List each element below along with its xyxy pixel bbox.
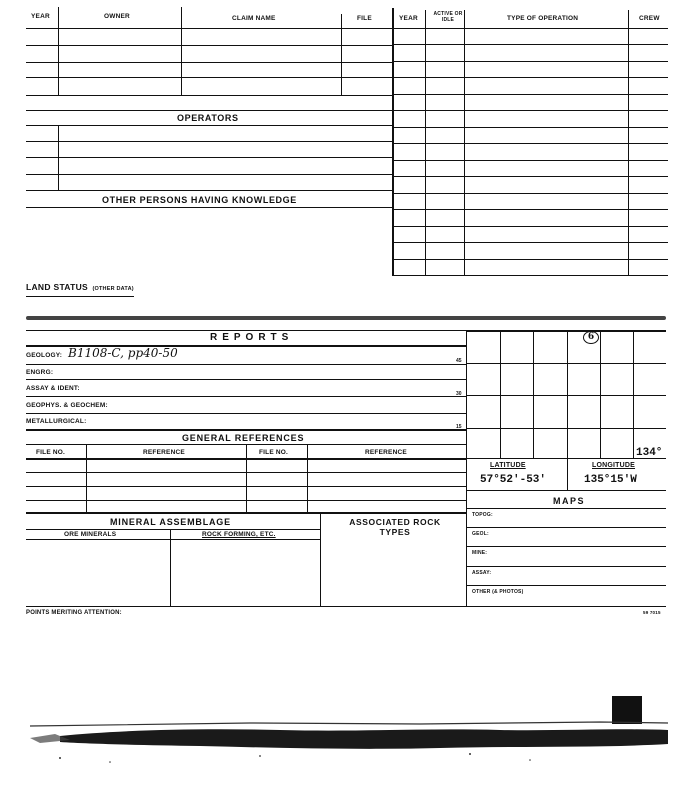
ore-minerals-header: ORE MINERALS	[64, 531, 117, 538]
geology-reference: B1108-C, pp40-50	[68, 346, 178, 360]
row-rule	[26, 190, 392, 191]
header-crew: CREW	[639, 15, 660, 22]
header-rule	[26, 28, 668, 29]
row-rule	[392, 143, 668, 144]
grid-row	[466, 428, 666, 429]
associated-rock-types: ASSOCIATED ROCK TYPES	[349, 517, 441, 537]
row-rule	[392, 275, 668, 276]
grid-col	[633, 330, 634, 458]
maps-row-rule	[466, 527, 666, 528]
row-rule	[26, 364, 466, 365]
row-rule	[26, 379, 466, 380]
maps-geol: GEOL:	[472, 531, 489, 537]
dark-block	[612, 696, 642, 724]
heavy-smear	[60, 729, 668, 749]
row-rule	[26, 413, 466, 414]
rock-forming-header: ROCK FORMING, ETC.	[202, 531, 276, 538]
row-rule	[392, 259, 668, 260]
maps-topog: TOPOG:	[472, 512, 493, 518]
header-file: FILE	[357, 15, 372, 22]
latitude-label: LATITUDE	[490, 462, 526, 469]
col-divider	[392, 8, 394, 276]
maps-assay: ASSAY:	[472, 570, 492, 576]
row-rule	[26, 157, 392, 158]
header-type-of-operation: TYPE OF OPERATION	[507, 15, 579, 22]
mineral-assemblage-title: MINERAL ASSEMBLAGE	[110, 517, 231, 527]
row-rule	[26, 125, 392, 126]
grid-row	[466, 363, 666, 364]
grid-col	[533, 330, 534, 458]
maps-row-rule	[466, 566, 666, 567]
row-rule	[392, 61, 668, 62]
ref-header-file-no: FILE NO.	[36, 449, 66, 456]
points-meriting-attention: POINTS MERITING ATTENTION:	[26, 610, 122, 616]
thin-streak	[30, 722, 668, 726]
header-active-or-idle: ACTIVE OR IDLE	[433, 11, 463, 23]
maps-other: OTHER (& PHOTOS)	[472, 589, 524, 595]
other-persons-label: OTHER PERSONS HAVING KNOWLEDGE	[102, 195, 297, 205]
land-status-sublabel: (OTHER DATA)	[92, 286, 134, 292]
grid-top-rule	[466, 330, 666, 332]
longitude-value: 135°15'W	[584, 474, 637, 486]
grid-col	[500, 330, 501, 458]
col-divider	[58, 7, 59, 95]
operators-label: OPERATORS	[177, 113, 239, 123]
speck	[259, 755, 261, 757]
report-label-geophys: GEOPHYS. & GEOCHEM:	[26, 402, 108, 409]
ref-header-file-no-2: FILE NO.	[259, 449, 289, 456]
header-owner: OWNER	[104, 13, 130, 20]
row-rule	[26, 174, 392, 175]
row-rule	[392, 176, 668, 177]
row-rule	[392, 242, 668, 243]
speck	[59, 757, 61, 759]
grid-col	[567, 330, 568, 490]
row-rule	[26, 110, 392, 111]
row-rule	[26, 62, 392, 63]
section-bottom-rule	[26, 606, 666, 607]
maps-title: MAPS	[553, 496, 586, 506]
header-claim-name: CLAIM NAME	[232, 15, 276, 22]
row-rule	[392, 94, 668, 95]
report-label-metallurgical: METALLURGICAL:	[26, 418, 87, 425]
report-label-engrg: ENGRG:	[26, 369, 54, 376]
circled-mark-text: 6	[587, 332, 595, 342]
latitude-value: 57°52'-53'	[480, 474, 547, 486]
grid-row	[466, 490, 666, 491]
grid-col	[600, 330, 601, 458]
col-divider	[341, 14, 342, 95]
grid-row	[466, 395, 666, 396]
row-rule	[392, 226, 668, 227]
row-rule	[392, 193, 668, 194]
card-edge-smudge	[26, 316, 666, 320]
report-label-geology: GEOLOGY:	[26, 352, 63, 359]
header-year-2: YEAR	[399, 15, 418, 22]
row-rule	[26, 512, 466, 514]
margin-number: 45	[456, 358, 462, 364]
land-status-label: LAND STATUS	[26, 282, 89, 292]
col-divider	[86, 444, 87, 512]
speck	[469, 753, 471, 755]
margin-number: 15	[456, 424, 462, 430]
form-number: 59 7015	[643, 610, 661, 615]
header-year: YEAR	[31, 13, 50, 20]
col-divider	[170, 529, 171, 606]
row-rule	[26, 141, 392, 142]
row-rule	[392, 77, 668, 78]
row-rule	[26, 207, 392, 208]
margin-number: 30	[456, 391, 462, 397]
maps-mine: MINE:	[472, 550, 488, 556]
row-rule	[392, 160, 668, 161]
scan-smear-artifact	[0, 690, 678, 780]
col-divider	[307, 444, 308, 512]
row-rule	[392, 127, 668, 128]
ref-header-reference: REFERENCE	[143, 449, 185, 456]
maps-row-rule	[466, 585, 666, 586]
row-rule	[26, 45, 392, 46]
row-rule	[392, 44, 668, 45]
row-rule	[392, 110, 668, 111]
col-divider	[320, 512, 321, 606]
ref-header-reference-2: REFERENCE	[365, 449, 407, 456]
general-references-title: GENERAL REFERENCES	[182, 433, 305, 443]
row-rule	[26, 429, 466, 431]
report-label-assay: ASSAY & IDENT:	[26, 385, 80, 392]
grid-number: 134°	[636, 447, 663, 459]
row-rule	[26, 330, 466, 331]
row-rule	[392, 209, 668, 210]
row-rule	[26, 529, 320, 530]
col-divider	[181, 7, 182, 95]
speck	[529, 759, 531, 761]
maps-row-rule	[466, 546, 666, 547]
longitude-label: LONGITUDE	[592, 462, 636, 469]
row-rule	[26, 77, 392, 78]
maps-row-rule	[466, 508, 666, 509]
row-rule	[26, 95, 392, 96]
row-rule	[26, 396, 466, 397]
col-divider	[466, 330, 467, 606]
row-rule	[26, 539, 320, 540]
speck	[109, 761, 111, 763]
circled-mark	[583, 331, 599, 344]
reports-title: REPORTS	[210, 332, 294, 343]
col-divider	[246, 444, 247, 512]
